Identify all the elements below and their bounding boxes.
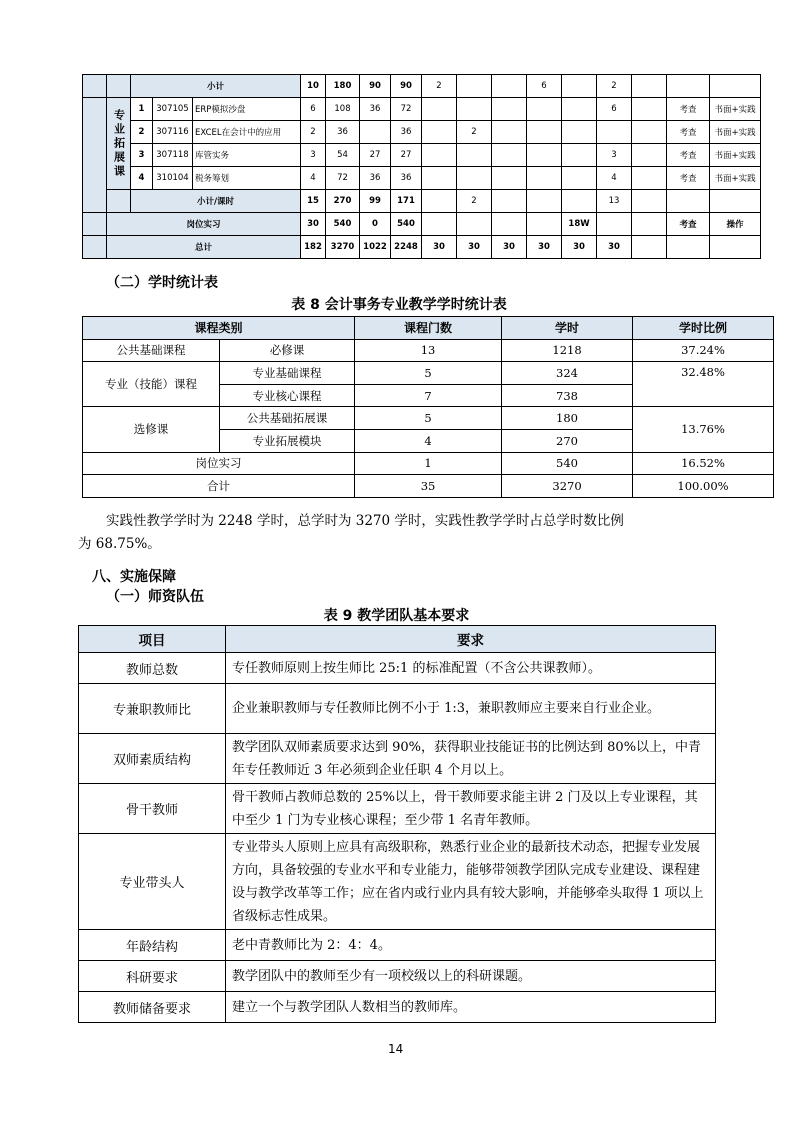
table-row: 专业拓展模块 4 270 xyxy=(83,429,774,452)
practice-note-cont: 为 68.75%。 xyxy=(78,536,161,552)
table-row: 科研要求 教学团队中的教师至少有一项校级以上的科研课题。 xyxy=(79,961,716,992)
section-heading-implementation: 八、实施保障 xyxy=(92,569,176,585)
top-subtotal-row: 小计 10 180 90 90 2 6 2 xyxy=(83,75,761,98)
table-header-row: 课程类别 课程门数 学时 学时比例 xyxy=(83,317,774,340)
table-row: 专业核心课程 7 738 xyxy=(83,384,774,407)
table8-caption: 表 8 会计事务专业教学学时统计表 xyxy=(291,297,507,313)
page-number: 14 xyxy=(388,1042,404,1056)
table-row: 合计 35 3270 100.00% xyxy=(83,475,774,498)
table-row: 专兼职教师比 企业兼职教师与专任教师比例不小于 1:3，兼职教师应主要来自行业企业。 xyxy=(79,684,716,734)
table-row: 骨干教师 骨干教师占教师总数的 25%以上，骨干教师要求能主讲 2 门及以上专业课程，其中至少 1 门为专业核心课程；至少带 1 名青年教师。 xyxy=(79,784,716,834)
table-row: 专业带头人 专业带头人原则上应具有高级职称，熟悉行业企业的最新技术动态，把握专业发展方向，具备较强的专业水平和专业能力，能够带领教学团队完成专业建设、课程建设与教学改革等工作；应在省内或行业内具有较大影响，并能够牵头取得 1 项以上省级标志性成果。 xyxy=(79,834,716,930)
table-row: 年龄结构 老中青教师比为 2：4：4。 xyxy=(79,930,716,961)
table-row: 岗位实习 1 540 16.52% xyxy=(83,452,774,475)
internship-row: 岗位实习 30 540 0 540 18W 考查 操作 xyxy=(83,213,761,236)
table-row: 4 310104 税务筹划 4 72 36 36 4 考查 书面+实践 xyxy=(83,167,761,190)
hours-stat-table: 课程类别 课程门数 学时 学时比例 公共基础课程 必修课 13 1218 37.24% 专业（技能）课程 专业基础课程 5 324 32.48% 专业核心课程 7 738 选修课 公共基础拓展课 5 180 13.76% 专业拓展模块 4 270 岗位实习 1 540 16.52% 合计 35 3270 100.00% xyxy=(82,316,774,498)
module-label: 专业拓展课 xyxy=(107,98,131,190)
table9-caption: 表 9 教学团队基本要求 xyxy=(323,608,470,624)
course-plan-table xyxy=(82,74,761,259)
table-row: 专业（技能）课程 专业基础课程 5 324 32.48% xyxy=(83,362,774,385)
total-row: 总计 182 3270 1022 2248 30 30 30 30 30 30 xyxy=(83,236,761,259)
table-header-row: 项目 要求 xyxy=(79,626,716,653)
teaching-team-table xyxy=(78,625,716,1023)
module-subtotal-row: 小计/课时 15 270 99 171 2 13 xyxy=(83,190,761,213)
table-row: 2 307116 EXCEL在会计中的应用 2 36 36 2 考查 书面+实践 xyxy=(83,121,761,144)
table-row: 教师储备要求 建立一个与教学团队人数相当的教师库。 xyxy=(79,992,716,1023)
practice-note: 实践性教学学时为 2248 学时，总学时为 3270 学时，实践性教学学时占总学时数比例 xyxy=(106,513,624,529)
table-row: 选修课 公共基础拓展课 5 180 13.76% xyxy=(83,407,774,430)
subtotal-label: 小计 xyxy=(131,75,301,98)
table-row: 双师素质结构 教学团队双师素质要求达到 90%，获得职业技能证书的比例达到 80%以上，中青年专任教师近 3 年必须到企业任职 4 个月以上。 xyxy=(79,734,716,784)
table-row: 专业拓展课 1 307105 ERP模拟沙盘 6 108 36 72 6 考查 书面+实践 xyxy=(83,98,761,121)
section-heading-faculty: （一）师资队伍 xyxy=(106,589,204,605)
section-heading-hours: （二）学时统计表 xyxy=(106,275,218,291)
table-row: 3 307118 库管实务 3 54 27 27 3 考查 书面+实践 xyxy=(83,144,761,167)
table-row: 教师总数 专任教师原则上按生师比 25:1 的标准配置（不含公共课教师）。 xyxy=(79,653,716,684)
